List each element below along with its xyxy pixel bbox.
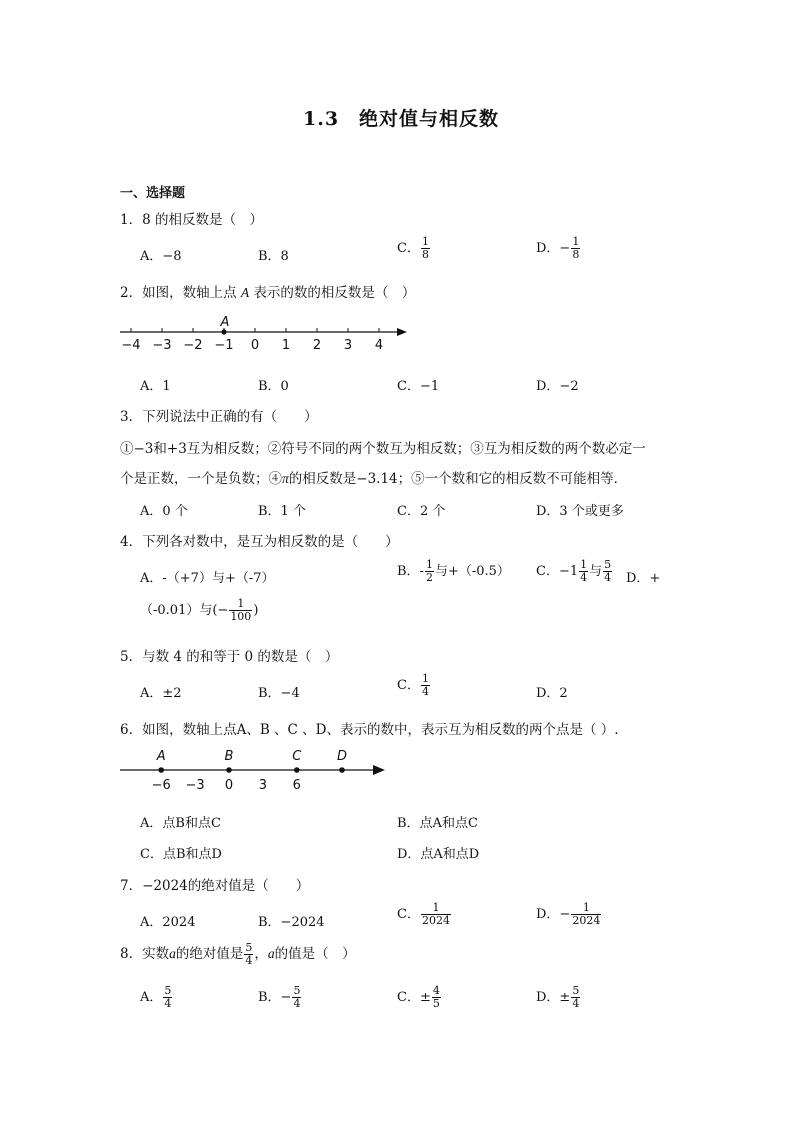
- fraction: $\frac{1}{8}$: [421, 235, 429, 261]
- q3-option-a: A．0 个: [140, 504, 188, 519]
- q3-option-c: C．2 个: [397, 504, 446, 519]
- tick-label: −1: [214, 338, 234, 353]
- point-dot: [158, 767, 164, 773]
- tick-label: 1: [281, 338, 291, 353]
- tick-label: −3: [152, 338, 172, 353]
- q4-option-c: C．−1 $\frac{1}{4}$ 与 $\frac{5}{4}$: [536, 558, 612, 584]
- q5-option-b: B．−4: [258, 686, 300, 701]
- fraction: $\frac{1}{8}$: [572, 235, 580, 261]
- q8-option-d: D．± $\frac{5}{4}$: [536, 984, 580, 1010]
- tick-label: 3: [343, 338, 353, 353]
- tick-label: −2: [183, 338, 203, 353]
- fraction: $\frac{1}{4}$: [421, 672, 429, 698]
- q2-option-a: A．1: [140, 379, 171, 394]
- q1-option-c: C． $\frac{1}{8}$: [397, 235, 429, 261]
- question-3-line-1: ①−3和+3互为相反数；②符号不同的两个数互为相反数；③互为相反数的两个数必定一: [120, 441, 646, 457]
- q2-option-b: B．0: [258, 379, 289, 394]
- question-8-stem: 8．实数a的绝对值是 $\frac{5}{4}$ ，a的值是（ ）: [120, 941, 356, 967]
- fraction: $\frac{4}{5}$: [432, 984, 440, 1010]
- q4-option-d: D．+: [626, 571, 661, 586]
- axis-arrow: [397, 328, 407, 336]
- tick-label: 0: [250, 338, 260, 353]
- q7-option-d: D．− $\frac{1}{2024}$: [536, 901, 601, 927]
- tick-label: −6: [151, 778, 171, 793]
- question-3-stem: 3．下列说法中正确的有（ ）: [120, 409, 318, 425]
- tick-label: 6: [292, 778, 301, 793]
- q2-option-d: D．−2: [536, 379, 579, 394]
- question-3-line-2: 个是正数，一个是负数；④π的相反数是−3.14；⑤一个数和它的相反数不可能相等．: [120, 471, 628, 487]
- q2-option-c: C．−1: [397, 379, 440, 394]
- q1-option-d: D．− $\frac{1}{8}$: [536, 235, 580, 261]
- tick-label: 3: [258, 778, 268, 793]
- q5-option-c: C． $\frac{1}{4}$: [397, 672, 429, 698]
- q6-option-a: A．点B和点C: [140, 816, 221, 831]
- fraction: $\frac{5}{4}$: [604, 558, 612, 584]
- number-line-q2: [115, 312, 415, 356]
- q4-option-b: B．- $\frac{1}{2}$ 与+（-0.5）: [397, 558, 510, 584]
- q7-option-b: B．−2024: [258, 915, 325, 930]
- tick-label: −3: [185, 778, 205, 793]
- q7-option-c: C． $\frac{1}{2024}$: [397, 901, 450, 927]
- point-label: A: [156, 749, 166, 764]
- q6-option-b: B．点A和点C: [397, 816, 478, 831]
- question-6-stem: 6．如图，数轴上点A、B 、C 、D、表示的数中，表示互为相反数的两个点是（ ）.: [120, 722, 619, 738]
- q7-option-a: A．2024: [140, 915, 196, 930]
- fraction: $\frac{1}{2024}$: [572, 901, 601, 927]
- tick-label: 4: [374, 338, 384, 353]
- question-4-stem: 4．下列各对数中，是互为相反数的是（ ）: [120, 534, 399, 550]
- q4-option-d-continued: （-0.01）与(− $\frac{1}{100}$ ): [140, 597, 259, 623]
- point-label: D: [336, 749, 348, 764]
- fraction: $\frac{5}{4}$: [572, 984, 580, 1010]
- fraction: $\frac{5}{4}$: [245, 941, 253, 967]
- point-label: B: [224, 749, 234, 764]
- page-title: 1.3 绝对值与相反数: [303, 108, 500, 130]
- q1-option-a: A．−8: [140, 249, 182, 264]
- question-5-stem: 5．与数 4 的和等于 0 的数是（ ）: [120, 649, 339, 665]
- point-a-dot: [221, 329, 226, 334]
- q6-option-d: D．点A和点D: [397, 847, 480, 862]
- section-heading: 一、选择题: [120, 186, 186, 201]
- fraction: $\frac{1}{2}$: [425, 558, 433, 584]
- tick-label: −4: [121, 338, 141, 353]
- q4-option-a: A．-（+7）与+（-7）: [140, 571, 275, 586]
- q3-option-d: D．3 个或更多: [536, 504, 624, 519]
- question-1-stem: 1．8 的相反数是（ ）: [120, 212, 263, 228]
- point-a-label: A: [220, 315, 230, 330]
- fraction: $\frac{5}{4}$: [293, 984, 301, 1010]
- question-7-stem: 7．−2024的绝对值是（ ）: [120, 878, 310, 894]
- point-dot: [294, 767, 300, 773]
- fraction: $\frac{1}{4}$: [580, 558, 588, 584]
- axis-arrow: [373, 765, 385, 775]
- q5-option-d: D．2: [536, 686, 568, 701]
- fraction: $\frac{1}{2024}$: [421, 901, 450, 927]
- fraction: $\frac{5}{4}$: [164, 984, 172, 1010]
- q5-option-a: A．±2: [140, 686, 182, 701]
- point-dot: [339, 767, 345, 773]
- q8-option-a: A． $\frac{5}{4}$: [140, 984, 172, 1010]
- tick-label: 2: [312, 338, 322, 353]
- q8-option-c: C．± $\frac{4}{5}$: [397, 984, 440, 1010]
- q3-option-b: B．1 个: [258, 504, 306, 519]
- q6-option-c: C．点B和点D: [140, 847, 222, 862]
- question-2-stem: 2．如图，数轴上点 A 表示的数的相反数是（ ）: [120, 285, 416, 301]
- q1-option-b: B．8: [258, 249, 289, 264]
- point-dot: [226, 767, 232, 773]
- number-line-q6: [115, 744, 395, 796]
- point-label: C: [292, 749, 302, 764]
- q8-option-b: B．− $\frac{5}{4}$: [258, 984, 301, 1010]
- fraction: $\frac{1}{100}$: [230, 597, 252, 623]
- tick-label: 0: [224, 778, 234, 793]
